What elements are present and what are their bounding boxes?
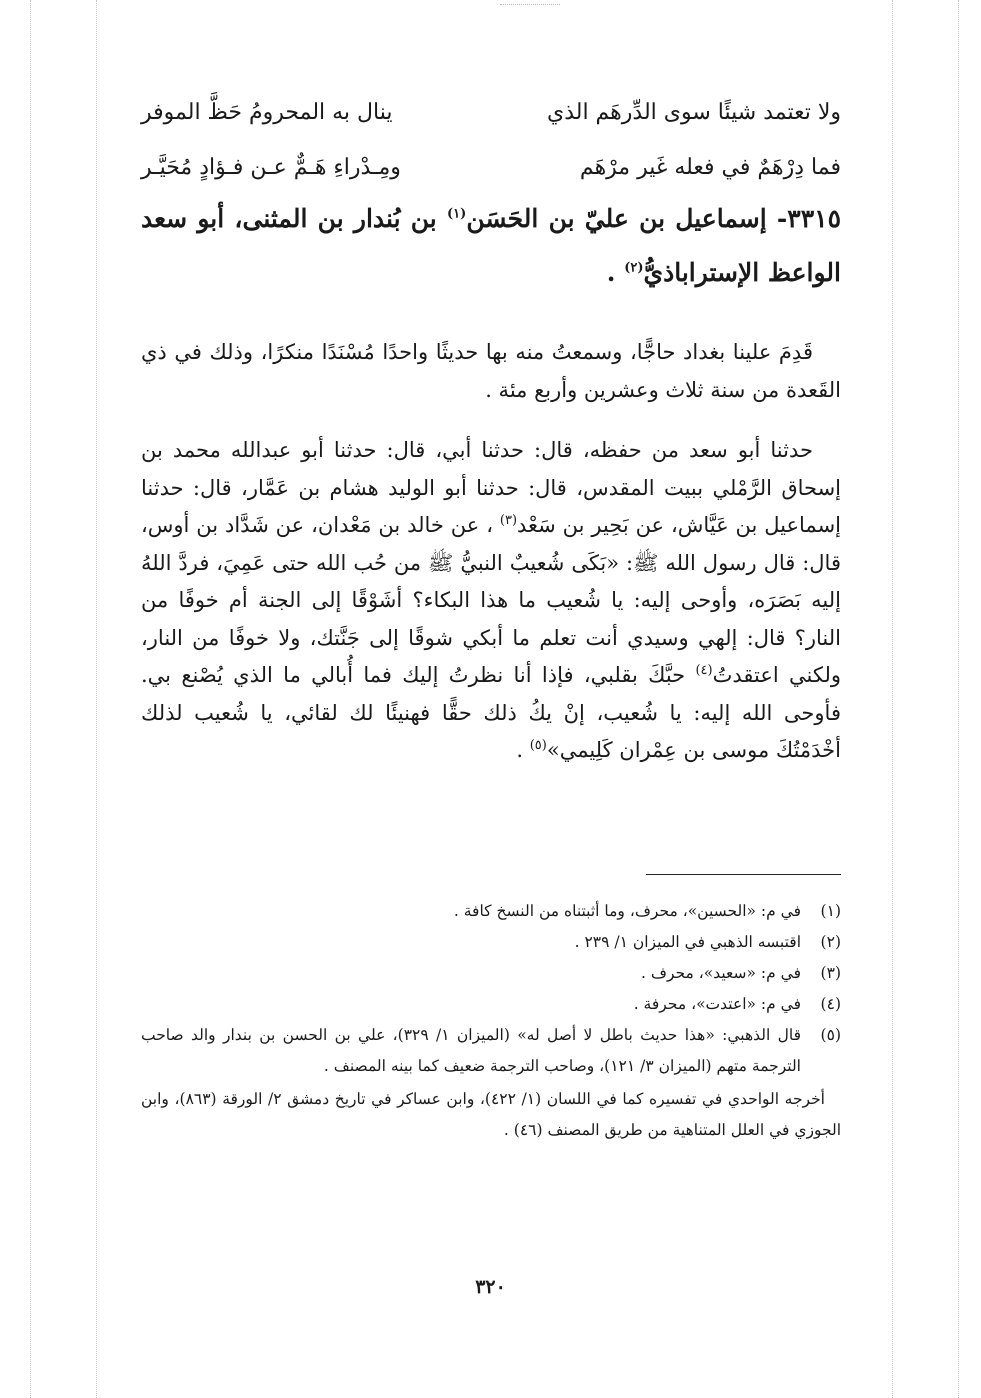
footnote-text: في م: «اعتدت»، محرفة . — [633, 995, 801, 1013]
entry-heading-end: . — [606, 258, 625, 287]
footnote-number: (٣) — [820, 964, 841, 982]
verse-second-hemistich: ينال به المحرومُ حَظَّ الموفر — [141, 100, 393, 125]
scan-artifact — [500, 4, 560, 5]
verse-first-hemistich: ولا تعتمد شيئًا سوى الدِّرهَم الذي — [546, 100, 841, 125]
scan-artifact — [30, 0, 31, 1398]
footnote-ref: (١) — [447, 206, 467, 222]
footnote-ref: (٣) — [499, 513, 518, 528]
hadith-text: ، عن خالد بن مَعْدان، عن شَدَّاد بن أوس، قال: قال رسول الله ﷺ: «بَكَى شُعيبٌ النبيُّ ﷺ من حُب الله حتى عَمِيَ، فردَّ اللهُ إليه بَصَرَه، وأوحى إليه: يا شُعيب ما هذا البكاء؟ أشَوْقًا إلى الجنة أم خوفًا من النار؟ قال: إلهي وسيدي أنت تعلم ما أبكي شوقًا إلى جَنَّتك، ولا خوفًا من النار، ولكني اعتقدتُ — [141, 513, 841, 687]
footnote-continuation: أخرجه الواحدي في تفسيره كما في اللسان (١/ ٤٢٢)، وابن عساكر في تاريخ دمشق ٢/ الورقة (٨٦٣)، وابن الجوزي في العلل المتناهية من طريق المصنف (٤٦) . — [141, 1090, 841, 1139]
page-number: ٣٢٠ — [475, 1276, 506, 1298]
poem-verse-1 — [141, 100, 841, 125]
scan-artifact — [96, 0, 97, 1398]
footnote-number: (١) — [820, 902, 841, 920]
footnote-number: (٤) — [820, 995, 841, 1013]
footnote-text: اقتبسه الذهبي في الميزان ١/ ٢٣٩ . — [574, 933, 801, 951]
hadith-end: . — [516, 738, 530, 762]
footnote-divider — [646, 874, 841, 875]
footnote-number: (٢) — [820, 933, 841, 951]
footnote-item — [141, 927, 841, 958]
footnote-ref: (٤) — [695, 663, 713, 678]
poem-verse-2 — [141, 155, 841, 180]
footnote-text: قال الذهبي: «هذا حديث باطل لا أصل له» (الميزان ١/ ٣٢٩)، علي بن الحسن بن بندار والد صاحب الترجمة متهم (الميزان ٣/ ١٢١)، وصاحب الترجمة ضعيف كما بينه المصنف . — [141, 1026, 802, 1075]
verse-second-hemistich: ومِـدْراءِ هَـمٌّ عـن فـؤادٍ مُحَيَّـر — [141, 155, 401, 180]
scan-artifact — [892, 0, 893, 1398]
footnote-item — [141, 958, 841, 989]
entry-heading — [141, 192, 841, 300]
footnote-text: في م: «سعيد»، محرف . — [641, 964, 801, 982]
footnote-item — [141, 989, 841, 1020]
entry-heading-name-rest: بن بُندار بن المثنى، أبو سعد الواعظ الإستراباذيُّ — [141, 204, 841, 287]
hadith-paragraph — [141, 432, 841, 770]
footnote-item — [141, 1020, 841, 1082]
entry-intro: قَدِمَ علينا بغداد حاجًّا، وسمعتُ منه بها حديثًا واحدًا مُسْنَدًا منكرًا، وذلك في ذي القَعدة من سنة ثلاث وعشرين وأربع مئة . — [141, 340, 841, 402]
footnote-text: في م: «الحسين»، محرف، وما أثبتناه من النسخ كافة . — [453, 902, 801, 920]
hadith-text: حبَّكَ بقلبي، فإذا أنا نظرتُ إليك فما أُبالي ما الذي يُصْنع بي. فأوحى الله إليه: يا شُعيب، إنْ يكُ ذلك حقًّا فهنيئًا لك لقائي، يا شُعيب لذلك أخْدَمْتُكَ موسى بن عِمْران كَلِيمي» — [141, 663, 841, 762]
footnote-number: (٥) — [820, 1026, 841, 1044]
footnote-ref: (٥) — [529, 738, 547, 753]
footnotes — [141, 896, 841, 1146]
verse-first-hemistich: فما دِرْهَمٌ في فعله غَير مرْهَم — [579, 155, 841, 180]
hadith-text: حدثنا أبو سعد من حفظه، قال: حدثنا أبي، قال: حدثنا أبو عبدالله محمد بن إسحاق الرَّمْلي ببيت المقدس، قال: حدثنا أبو الوليد هشام بن عَمَّار، قال: حدثنا إسماعيل بن عَيَّاش، عن بَحِير بن سَعْد — [141, 438, 841, 537]
footnote-item — [141, 896, 841, 927]
entry-heading-name: ٣٣١٥- إسماعيل بن عليّ بن الحَسَن — [466, 204, 841, 233]
scan-artifact — [958, 0, 959, 1398]
footnote-ref: (٢) — [624, 260, 644, 276]
entry-intro-paragraph — [141, 333, 841, 409]
